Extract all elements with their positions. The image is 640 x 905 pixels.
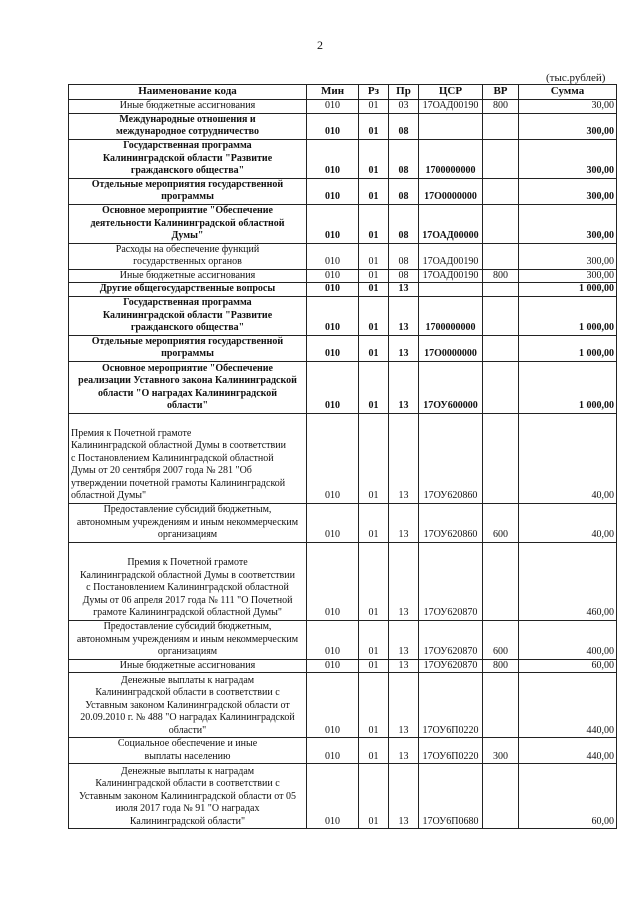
cell-csr: 17О0000000: [419, 178, 483, 204]
cell-vr: [483, 139, 519, 178]
cell-pr: 13: [389, 283, 419, 297]
cell-min: 010: [307, 335, 359, 361]
cell-vr: [483, 178, 519, 204]
table-row: [69, 204, 617, 243]
cell-name: Премия к Почетной грамоте Калининградской областной Думы в соответствии с Постановлением Калининградской областной Думы от 06 апреля 2017 года № 111 "О Почетной грамоте Калининградской областной Думы": [69, 542, 307, 620]
cell-rz: 01: [359, 413, 389, 503]
cell-vr: [483, 542, 519, 620]
cell-name: Отдельные мероприятия государственной программы: [69, 335, 307, 361]
cell-vr: [483, 283, 519, 297]
cell-csr: 17ОУ600000: [419, 361, 483, 413]
cell-rz: 01: [359, 542, 389, 620]
cell-vr: [483, 335, 519, 361]
cell-pr: 08: [389, 178, 419, 204]
cell-vr: [483, 673, 519, 738]
cell-sum: 300,00: [519, 269, 617, 283]
cell-vr: [483, 296, 519, 335]
column-header-vr: ВР: [483, 85, 519, 100]
cell-vr: [483, 243, 519, 269]
cell-min: 010: [307, 659, 359, 673]
cell-csr: 17ОУ620860: [419, 413, 483, 503]
cell-name: Другие общегосударственные вопросы: [69, 283, 307, 297]
table-row: [69, 620, 617, 659]
cell-rz: 01: [359, 620, 389, 659]
cell-sum: 60,00: [519, 659, 617, 673]
budget-table: [68, 84, 617, 829]
cell-csr: [419, 283, 483, 297]
cell-pr: 13: [389, 296, 419, 335]
cell-sum: 1 000,00: [519, 335, 617, 361]
cell-name: Денежные выплаты к наградам Калининградской области в соответствии с Уставным законом Калининградской области от 05 июля 2017 года № 91 "О наградах Калининградской области": [69, 764, 307, 829]
cell-vr: [483, 764, 519, 829]
cell-csr: 17ОУ6П0220: [419, 738, 483, 764]
table-row: [69, 659, 617, 673]
cell-rz: 01: [359, 283, 389, 297]
cell-sum: 440,00: [519, 738, 617, 764]
cell-min: 010: [307, 100, 359, 114]
cell-sum: 1 000,00: [519, 283, 617, 297]
cell-rz: 01: [359, 113, 389, 139]
table-row: [69, 361, 617, 413]
cell-csr: 17ОУ620870: [419, 542, 483, 620]
cell-sum: 300,00: [519, 178, 617, 204]
cell-pr: 13: [389, 764, 419, 829]
cell-min: 010: [307, 413, 359, 503]
cell-pr: 13: [389, 335, 419, 361]
cell-pr: 13: [389, 738, 419, 764]
cell-min: 010: [307, 178, 359, 204]
page-number: 2: [317, 38, 323, 52]
cell-min: 010: [307, 269, 359, 283]
table-row: [69, 296, 617, 335]
cell-min: 010: [307, 283, 359, 297]
cell-csr: 17ОУ620870: [419, 659, 483, 673]
cell-pr: 13: [389, 673, 419, 738]
cell-pr: 03: [389, 100, 419, 114]
cell-name: Социальное обеспечение и иные выплаты населению: [69, 738, 307, 764]
table-row: [69, 178, 617, 204]
cell-sum: 60,00: [519, 764, 617, 829]
cell-rz: 01: [359, 659, 389, 673]
cell-csr: 17ОАД00190: [419, 269, 483, 283]
cell-pr: 08: [389, 113, 419, 139]
cell-name: Расходы на обеспечение функций государственных органов: [69, 243, 307, 269]
cell-rz: 01: [359, 296, 389, 335]
column-header-csr: ЦСР: [419, 85, 483, 100]
cell-rz: 01: [359, 335, 389, 361]
cell-csr: 17ОУ6П0220: [419, 673, 483, 738]
cell-rz: 01: [359, 100, 389, 114]
cell-rz: 01: [359, 738, 389, 764]
cell-vr: [483, 413, 519, 503]
cell-sum: 300,00: [519, 243, 617, 269]
table-row: [69, 542, 617, 620]
cell-pr: 08: [389, 243, 419, 269]
cell-sum: 460,00: [519, 542, 617, 620]
column-header-rz: Рз: [359, 85, 389, 100]
table-row: [69, 673, 617, 738]
table-row: [69, 283, 617, 297]
cell-rz: 01: [359, 503, 389, 542]
cell-pr: 13: [389, 620, 419, 659]
cell-pr: 13: [389, 503, 419, 542]
cell-vr: 600: [483, 503, 519, 542]
cell-csr: 17ОАД00000: [419, 204, 483, 243]
cell-csr: 1700000000: [419, 296, 483, 335]
cell-rz: 01: [359, 139, 389, 178]
cell-min: 010: [307, 296, 359, 335]
cell-sum: 400,00: [519, 620, 617, 659]
cell-vr: 300: [483, 738, 519, 764]
column-header-pr: Пр: [389, 85, 419, 100]
column-header-name: Наименование кода: [69, 85, 307, 100]
cell-min: 010: [307, 139, 359, 178]
table-row: [69, 243, 617, 269]
column-header-sum: Сумма: [519, 85, 617, 100]
cell-vr: 800: [483, 269, 519, 283]
table-row: [69, 269, 617, 283]
table-row: [69, 113, 617, 139]
cell-pr: 08: [389, 204, 419, 243]
cell-min: 010: [307, 620, 359, 659]
cell-min: 010: [307, 738, 359, 764]
cell-csr: 17ОАД00190: [419, 100, 483, 114]
cell-vr: [483, 204, 519, 243]
cell-pr: 13: [389, 361, 419, 413]
cell-rz: 01: [359, 361, 389, 413]
cell-pr: 08: [389, 139, 419, 178]
cell-name: Государственная программа Калининградской области "Развитие гражданского общества": [69, 296, 307, 335]
cell-min: 010: [307, 243, 359, 269]
cell-name: Международные отношения и международное сотрудничество: [69, 113, 307, 139]
cell-rz: 01: [359, 178, 389, 204]
cell-vr: 800: [483, 659, 519, 673]
cell-name: Иные бюджетные ассигнования: [69, 659, 307, 673]
cell-vr: 800: [483, 100, 519, 114]
cell-name: Отдельные мероприятия государственной программы: [69, 178, 307, 204]
cell-min: 010: [307, 542, 359, 620]
table-row: [69, 139, 617, 178]
cell-min: 010: [307, 764, 359, 829]
cell-name: Основное мероприятие "Обеспечение деятельности Калининградской областной Думы": [69, 204, 307, 243]
cell-rz: 01: [359, 243, 389, 269]
cell-csr: [419, 113, 483, 139]
cell-csr: 17О0000000: [419, 335, 483, 361]
cell-vr: 600: [483, 620, 519, 659]
cell-name: Основное мероприятие "Обеспечение реализации Уставного закона Калининградской области "О наградах Калининградской области": [69, 361, 307, 413]
cell-csr: 17ОУ620870: [419, 620, 483, 659]
table-row: [69, 100, 617, 114]
cell-sum: 40,00: [519, 503, 617, 542]
cell-sum: 300,00: [519, 204, 617, 243]
cell-csr: 17ОАД00190: [419, 243, 483, 269]
cell-rz: 01: [359, 673, 389, 738]
cell-pr: 13: [389, 413, 419, 503]
cell-csr: 1700000000: [419, 139, 483, 178]
column-header-min: Мин: [307, 85, 359, 100]
table-row: [69, 335, 617, 361]
cell-rz: 01: [359, 269, 389, 283]
cell-min: 010: [307, 503, 359, 542]
cell-vr: [483, 361, 519, 413]
cell-rz: 01: [359, 204, 389, 243]
cell-sum: 300,00: [519, 139, 617, 178]
cell-rz: 01: [359, 764, 389, 829]
cell-sum: 30,00: [519, 100, 617, 114]
cell-pr: 13: [389, 542, 419, 620]
table-row: [69, 764, 617, 829]
cell-pr: 08: [389, 269, 419, 283]
cell-name: Государственная программа Калининградской области "Развитие гражданского общества": [69, 139, 307, 178]
cell-min: 010: [307, 361, 359, 413]
table-row: [69, 413, 617, 503]
cell-name: Иные бюджетные ассигнования: [69, 100, 307, 114]
cell-sum: 1 000,00: [519, 296, 617, 335]
cell-sum: 40,00: [519, 413, 617, 503]
cell-pr: 13: [389, 659, 419, 673]
cell-csr: 17ОУ620860: [419, 503, 483, 542]
table-header-row: [69, 85, 617, 100]
cell-vr: [483, 113, 519, 139]
cell-sum: 1 000,00: [519, 361, 617, 413]
cell-name: Предоставление субсидий бюджетным, автономным учреждениям и иным некоммерческим организациям: [69, 503, 307, 542]
table-row: [69, 738, 617, 764]
cell-sum: 440,00: [519, 673, 617, 738]
cell-min: 010: [307, 204, 359, 243]
cell-min: 010: [307, 113, 359, 139]
units-label: (тыс.рублей): [546, 72, 606, 84]
table-row: [69, 503, 617, 542]
cell-name: Предоставление субсидий бюджетным, автономным учреждениям и иным некоммерческим организациям: [69, 620, 307, 659]
cell-name: Иные бюджетные ассигнования: [69, 269, 307, 283]
cell-name: Премия к Почетной грамоте Калининградской областной Думы в соответствии с Постановлением Калининградской областной Думы от 20 сентября 2007 года № 281 "Об утверждении почетной грамоты Калининградской областной Думы": [69, 413, 307, 503]
cell-min: 010: [307, 673, 359, 738]
cell-csr: 17ОУ6П0680: [419, 764, 483, 829]
cell-sum: 300,00: [519, 113, 617, 139]
cell-name: Денежные выплаты к наградам Калининградской области в соответствии с Уставным законом Калининградской области от 20.09.2010 г. № 488 "О наградах Калининградской области": [69, 673, 307, 738]
